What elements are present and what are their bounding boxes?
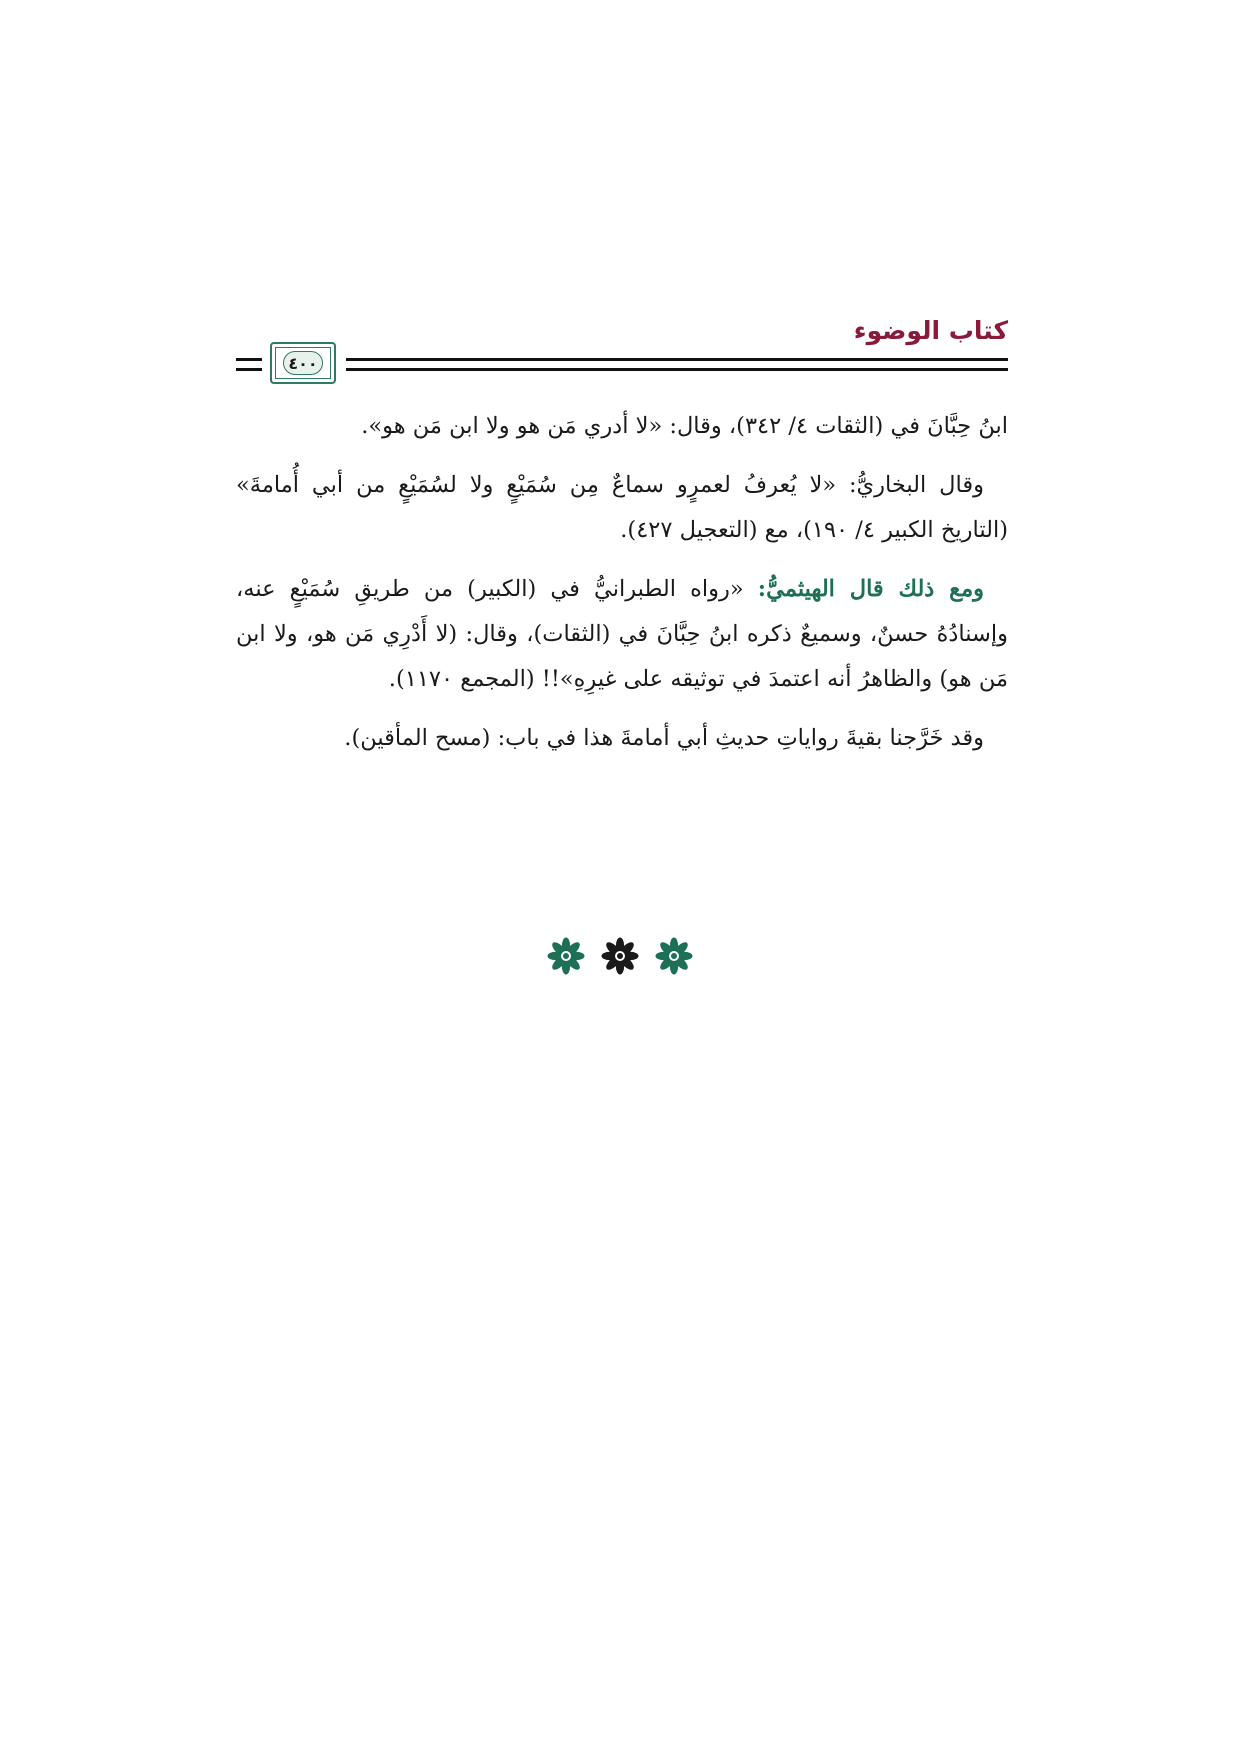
page-header <box>236 316 1008 388</box>
flower-ornament-icon <box>546 936 586 976</box>
section-end-ornaments <box>520 936 720 988</box>
paragraph-2-text: وقال البخاريُّ: «لا يُعرفُ لعمرٍو سماعٌ مِن سُمَيْعٍ ولا لسُمَيْعٍ من أبي أُمامةَ» (التاريخ الكبير ٤/ ١٩٠)، مع (التعجيل ٤٢٧). <box>236 472 1008 543</box>
paragraph-1 <box>236 404 1008 449</box>
header-rule-left-bottom <box>236 368 262 371</box>
header-rule-right-top <box>346 358 1008 361</box>
page-number-badge <box>270 342 336 384</box>
paragraph-2 <box>236 463 1008 553</box>
paragraph-3-lead: ومع ذلك قال الهيثميُّ: <box>757 576 985 602</box>
page-body <box>236 404 1008 775</box>
paragraph-4 <box>236 716 1008 761</box>
book-title: كتاب الوضوء <box>853 316 1008 345</box>
paragraph-4-text: وقد خَرَّجنا بقيةَ رواياتِ حديثِ أبي أمامةَ هذا في باب: (مسح المأقين). <box>344 725 984 751</box>
paragraph-3-text: «رواه الطبرانيُّ في (الكبير) من طريقِ سُمَيْعٍ عنه، وإسنادُهُ حسنٌ، وسميعٌ ذكره ابنُ حِبَّانَ في (الثقات)، وقال: (لا أَدْرِي مَن هو، ولا ابن مَن هو) والظاهرُ أنه اعتمدَ في توثيقه على غيرِهِ»!! (المجمع ١١٧٠). <box>236 576 1008 692</box>
paragraph-1-text: ابنُ حِبَّانَ في (الثقات ٤/ ٣٤٢)، وقال: «لا أدري مَن هو ولا ابن مَن هو». <box>361 413 1008 439</box>
paragraph-3 <box>236 567 1008 702</box>
flower-ornament-icon <box>654 936 694 976</box>
header-rule-right-bottom <box>346 368 1008 371</box>
flower-ornament-icon <box>600 936 640 976</box>
header-rule-left-top <box>236 358 262 361</box>
page-number: ٤٠٠ <box>283 351 323 375</box>
